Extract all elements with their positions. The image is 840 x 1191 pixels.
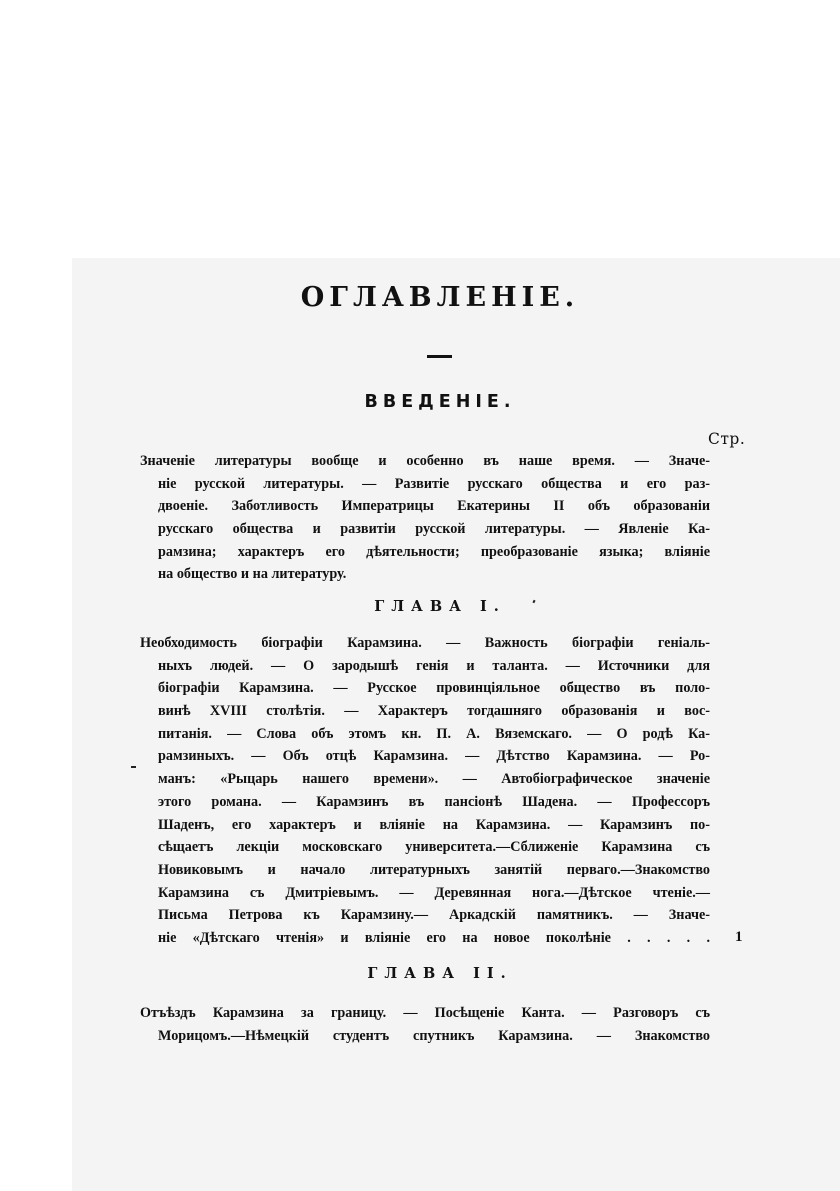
text-line: двоеніе. Заботливость Императрицы Екатерины II объ образованіи: [158, 498, 710, 515]
page-column-label: Стр.: [708, 430, 746, 448]
chapter-1-heading: ГЛАВА I.: [374, 598, 506, 615]
text-line: винѣ XVIII столѣтія. — Характеръ тогдашняго образованія и вос-: [158, 703, 710, 720]
text-line: русскаго общества и развитіи русской литературы. — Явленіе Ка-: [158, 521, 710, 538]
chapter-1-contents: [140, 632, 710, 950]
text-line: сѣщаетъ лекціи московскаго университета.—Сближеніе Карамзина съ: [158, 839, 710, 856]
introduction-contents: [140, 450, 710, 586]
text-line: питанія. — Слова объ этомъ кн. П. А. Вяземскаго. — О родѣ Ка-: [158, 725, 710, 742]
text-line: ніе «Дѣтскаго чтенія» и вліяніе его на новое поколѣніе . . . . .: [158, 929, 710, 946]
text-line: Шаденъ, его характеръ и вліяніе на Карамзина. — Карамзинъ по-: [158, 816, 710, 833]
text-line: Карамзина съ Дмитріевымъ. — Деревянная нога.—Дѣтское чтеніе.—: [158, 884, 710, 901]
introduction-heading: ВВЕДЕНІЕ.: [364, 392, 516, 412]
text-line: Морицомъ.—Нѣмецкій студентъ спутникъ Карамзина. — Знакомство: [158, 1027, 710, 1044]
text-line: Необходимость біографіи Карамзина. — Важность біографіи геніаль-: [140, 635, 710, 651]
text-line: манъ: «Рыцарь нашего времени». — Автобіографическое значеніе: [158, 771, 710, 788]
page-title: ОГЛАВЛЕНІЕ.: [300, 282, 580, 313]
text-line: рамзиныхъ. — Объ отцѣ Карамзина. — Дѣтство Карамзина. — Ро-: [158, 748, 710, 765]
text-line: на общество и на литературу.: [158, 566, 347, 583]
chapter-2-contents: [140, 1002, 710, 1047]
text-line: Значеніе литературы вообще и особенно въ наше время. — Значе-: [140, 453, 710, 469]
text-line: Отъѣздъ Карамзина за границу. — Посѣщеніе Канта. — Разговоръ съ: [140, 1005, 710, 1021]
text-line: Письма Петрова къ Карамзину.— Аркадскій памятникъ. — Значе-: [158, 907, 710, 924]
text-line: біографіи Карамзина. — Русское провинціяльное общество въ поло-: [158, 680, 710, 697]
title-divider: [427, 355, 452, 358]
chapter-1-page-number: 1: [735, 929, 743, 945]
margin-mark: [131, 766, 136, 768]
text-line: ныхъ людей. — О зародышѣ генія и таланта. — Источники для: [158, 657, 710, 674]
text-line: Новиковымъ и начало литературныхъ занятій перваго.—Знакомство: [158, 861, 710, 878]
text-line: рамзина; характеръ его дѣятельности; преобразованіе языка; вліяніе: [158, 543, 710, 560]
chapter-2-heading: ГЛАВА II.: [367, 965, 513, 982]
text-line: ніе русской литературы. — Развитіе русскаго общества и его раз-: [158, 475, 710, 492]
text-line: этого романа. — Карамзинъ въ пансіонѣ Шадена. — Профессоръ: [158, 793, 710, 810]
